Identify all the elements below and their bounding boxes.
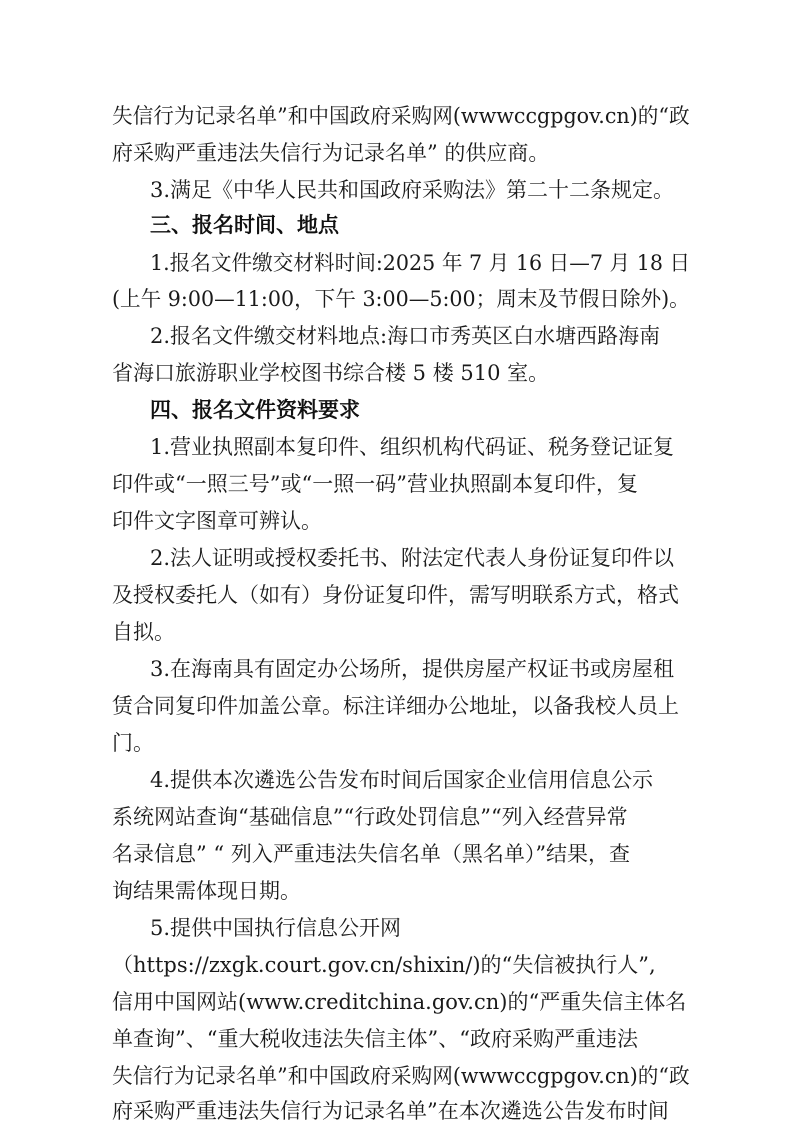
text-line: 及授权委托人（如有）身份证复印件，需写明联系方式，格式 (112, 583, 679, 607)
text-line: 单查询”、“重大税收违法失信主体”、“政府采购严重违法 (112, 1027, 638, 1051)
text-line: 3.在海南具有固定办公场所，提供房屋产权证书或房屋租 (150, 657, 675, 681)
text-line: 印件或“一照三号”或“一照一码”营业执照副本复印件，复 (112, 472, 638, 496)
text-line: 门。 (112, 731, 154, 755)
text-line: 2.法人证明或授权委托书、附法定代表人身份证复印件以 (150, 546, 675, 570)
text-line: 印件文字图章可辨认。 (112, 509, 322, 533)
text-line: 信用中国网站(www.creditchina.gov.cn)的“严重失信主体名 (112, 990, 687, 1014)
text-line: 失信行为记录名单”和中国政府采购网(wwwccgpgov.cn)的“政 (112, 104, 690, 128)
text-line: 府采购严重违法失信行为记录名单”在本次遴选公告发布时间 (112, 1099, 669, 1123)
text-line: (上午 9:00—11:00，下午 3:00—5:00；周末及节假日除外)。 (112, 287, 690, 311)
text-line: 4.提供本次遴选公告发布时间后国家企业信用信息公示 (150, 768, 654, 792)
text-line: 自拟。 (112, 620, 175, 644)
text-line: （https://zxgk.court.gov.cn/shixin/)的“失信被执行人”, (112, 953, 656, 977)
text-line: 3.满足《中华人民共和国政府采购法》第二十二条规定。 (150, 178, 675, 202)
text-line: 5.提供中国执行信息公开网 (150, 916, 402, 940)
section-heading: 四、报名文件资料要求 (150, 398, 360, 422)
text-line: 1.报名文件缴交材料时间:2025 年 7 月 16 日—7 月 18 日 (150, 251, 691, 275)
section-heading: 三、报名时间、地点 (150, 213, 339, 237)
text-line: 2.报名文件缴交材料地点:海口市秀英区白水塘西路海南 (150, 324, 661, 348)
text-line: 系统网站查询“基础信息”“行政处罚信息”“列入经营异常 (112, 805, 628, 829)
text-line: 赁合同复印件加盖公章。标注详细办公地址，以备我校人员上 (112, 694, 679, 718)
text-line: 名录信息” “ 列入严重违法失信名单（黑名单）”结果，查 (112, 842, 631, 866)
text-line: 失信行为记录名单”和中国政府采购网(wwwccgpgov.cn)的“政 (112, 1064, 690, 1088)
text-line: 省海口旅游职业学校图书综合楼 5 楼 510 室。 (112, 361, 550, 385)
text-line: 府采购严重违法失信行为记录名单” 的供应商。 (112, 141, 550, 165)
text-line: 询结果需体现日期。 (112, 879, 301, 903)
text-line: 1.营业执照副本复印件、组织机构代码证、税务登记证复 (150, 435, 675, 459)
